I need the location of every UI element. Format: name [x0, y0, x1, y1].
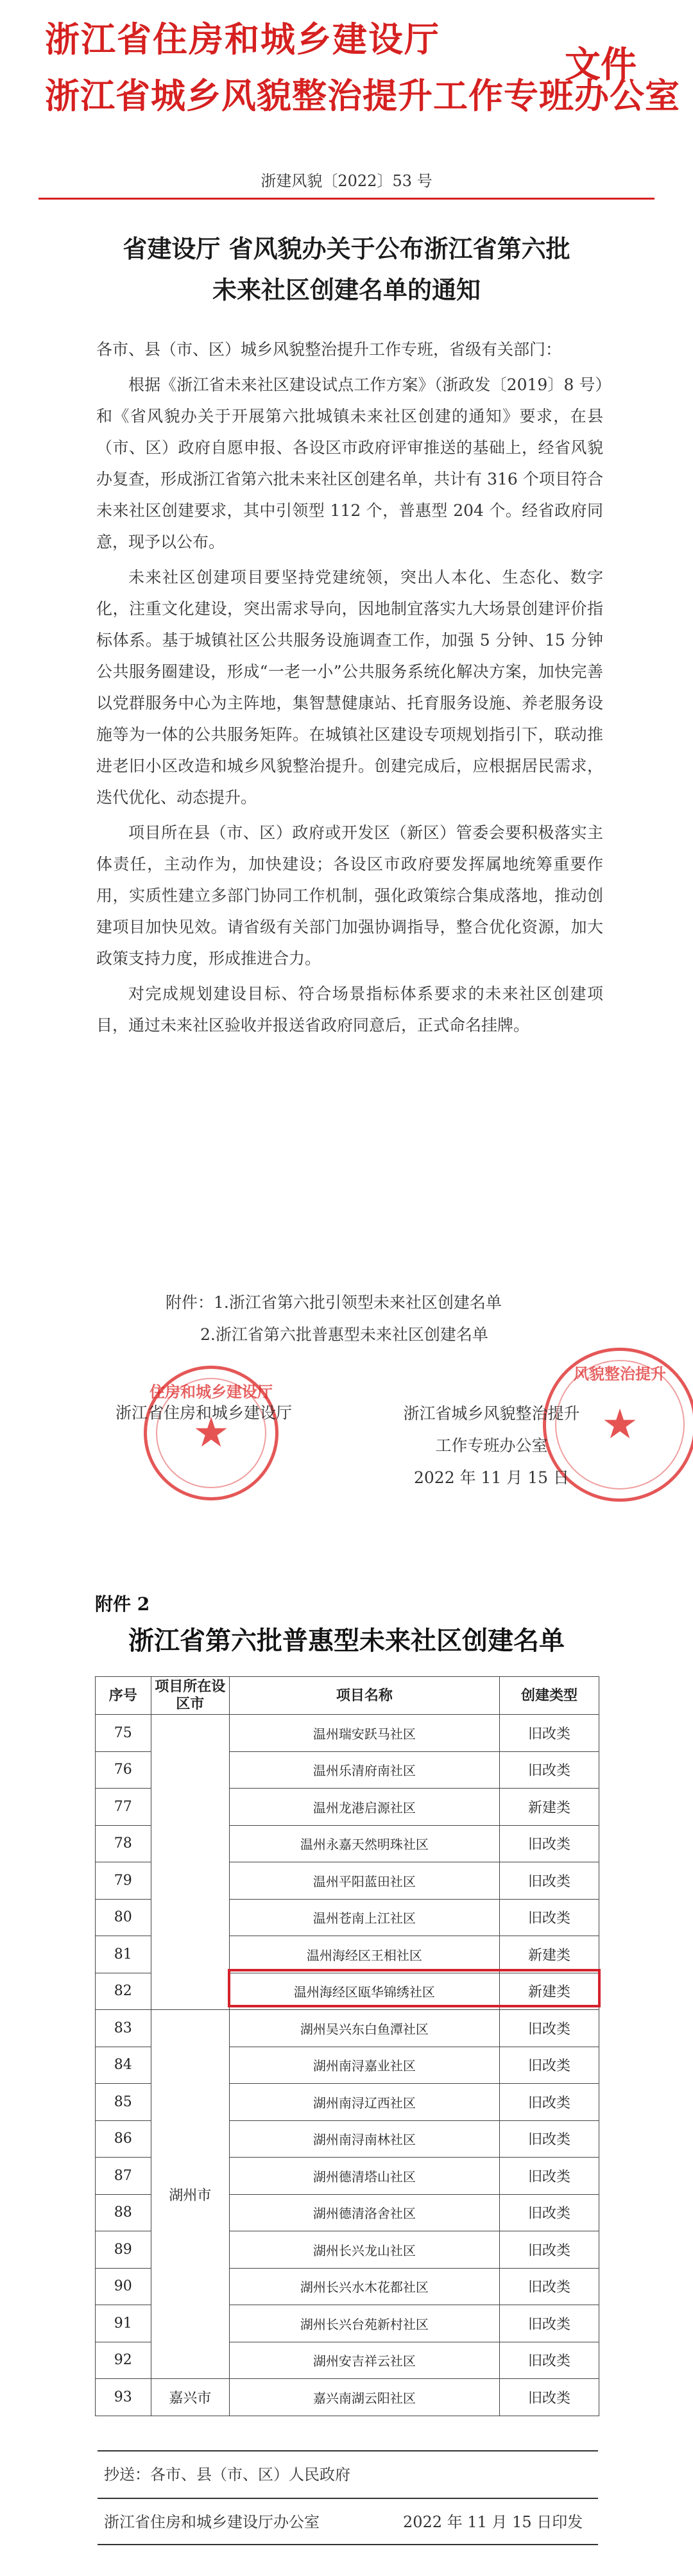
header-project: 项目名称: [229, 1677, 499, 1715]
row-type: 旧改类: [499, 1825, 599, 1862]
issuer-name-line1: 浙江省住房和城乡建设厅: [45, 19, 440, 60]
row-no: 83: [96, 2010, 151, 2047]
row-no: 87: [96, 2158, 151, 2195]
row-type: 旧改类: [499, 1751, 599, 1789]
row-no: 91: [96, 2305, 151, 2342]
row-project-name: 湖州长兴台苑新村社区: [229, 2305, 499, 2342]
signature-date: 2022 年 11 月 15 日: [414, 1468, 569, 1487]
issue-date: 2022 年 11 月 15 日印发: [403, 2513, 583, 2531]
paragraph-3: 项目所在县（市、区）政府或开发区（新区）管委会要积极落实主体责任，主动作为，加快建设；各设区市政府要发挥属地统筹重要作用，实质性建立多部门协同工作机制，强化政策综合集成落地，推动创建项目加快见效。请省级有关部门加强协调指导，整合优化资源，加大政策支持力度，形成推进合力。: [96, 823, 603, 968]
document-number: 浙建风貌〔2022〕53 号: [261, 172, 432, 190]
header-no: 序号: [96, 1677, 151, 1715]
row-no: 92: [96, 2342, 151, 2379]
title-line2: 未来社区创建名单的通知: [212, 275, 481, 304]
table-row: [96, 2379, 599, 2416]
row-type: 旧改类: [499, 2047, 599, 2084]
row-no: 85: [96, 2084, 151, 2121]
row-no: 76: [96, 1751, 151, 1789]
row-type: 旧改类: [499, 2231, 599, 2269]
header-type: 创建类型: [499, 1677, 599, 1715]
row-type: 新建类: [499, 1973, 599, 2010]
document-header: [45, 12, 680, 146]
row-project-name: 温州海经区王相社区: [229, 1936, 499, 1973]
document-title: [0, 228, 693, 311]
attachment-list: [166, 1287, 502, 1351]
row-project-name: 湖州吴兴东白鱼潭社区: [229, 2010, 499, 2047]
row-project-name: 湖州德清洛舍社区: [229, 2194, 499, 2231]
row-no: 81: [96, 1936, 151, 1973]
row-project-name: 温州苍南上江社区: [229, 1899, 499, 1936]
row-project-name: 湖州南浔嘉业社区: [229, 2047, 499, 2084]
row-project-name: 湖州南浔南林社区: [229, 2120, 499, 2158]
row-type: 旧改类: [499, 1715, 599, 1752]
city-cell-jiaxing: 嘉兴市: [151, 2379, 229, 2416]
row-project-name: 湖州长兴水木花都社区: [229, 2268, 499, 2305]
row-type: 旧改类: [499, 2342, 599, 2379]
row-type: 旧改类: [499, 2010, 599, 2047]
row-no: 86: [96, 2120, 151, 2158]
row-type: 旧改类: [499, 1899, 599, 1936]
row-no: 75: [96, 1715, 151, 1752]
row-no: 82: [96, 1973, 151, 2010]
row-project-name: 湖州安吉祥云社区: [229, 2342, 499, 2379]
annex-title: 浙江省第六批普惠型未来社区创建名单: [128, 1626, 565, 1656]
signature-right-line2: 工作专班办公室: [435, 1436, 548, 1455]
row-project-name: 嘉兴南湖云阳社区: [229, 2379, 499, 2416]
footer-divider-middle: [98, 2498, 598, 2499]
row-type: 旧改类: [499, 2120, 599, 2158]
row-no: 88: [96, 2194, 151, 2231]
row-project-name: 湖州德清塔山社区: [229, 2158, 499, 2195]
issuer-name-line2: 浙江省城乡风貌整治提升工作专班办公室: [45, 75, 680, 116]
table-header-row: [96, 1677, 599, 1715]
community-list-table: [95, 1676, 599, 2416]
row-type: 旧改类: [499, 2194, 599, 2231]
footer-divider-top: [98, 2450, 598, 2451]
row-no: 90: [96, 2268, 151, 2305]
issuing-office: 浙江省住房和城乡建设厅办公室: [104, 2513, 320, 2531]
seal-left-text: 住房和城乡建设厅: [150, 1382, 273, 1401]
row-type: 旧改类: [499, 2305, 599, 2342]
row-no: 79: [96, 1862, 151, 1900]
paragraph-1: 根据《浙江省未来社区建设试点工作方案》（浙政发〔2019〕8 号）和《省风貌办关于开展第六批城镇未来社区创建的通知》要求，在县（市、区）政府自愿申报、各设区市政府评审推送的基础上，经省风貌办复查，形成浙江省第六批未来社区创建名单，共计有 316 个项目符合未来社区创建要求，其中引领型 112 个，普惠型 204 个。经省政府同意，现予以公布。: [96, 375, 603, 551]
row-type: 新建类: [499, 1936, 599, 1973]
table-row: [96, 2010, 599, 2047]
row-project-name: 温州海经区瓯华锦绣社区: [229, 1973, 499, 2010]
seal-right-text: 风貌整治提升: [574, 1364, 666, 1383]
row-type: 新建类: [499, 1789, 599, 1826]
attachment-item-1: 附件：1.浙江省第六批引领型未来社区创建名单: [166, 1293, 502, 1312]
header-city: 项目所在设区市: [151, 1677, 229, 1715]
row-type: 旧改类: [499, 1862, 599, 1900]
row-no: 84: [96, 2047, 151, 2084]
city-cell-huzhou: 湖州市: [151, 2010, 229, 2379]
document-word: 文件: [565, 44, 637, 86]
copy-to: 抄送：各市、县（市、区）人民政府: [104, 2466, 350, 2484]
attachment-item-2: 2.浙江省第六批普惠型未来社区创建名单: [200, 1325, 488, 1344]
signature-left: 浙江省住房和城乡建设厅: [116, 1404, 293, 1422]
row-type: 旧改类: [499, 2158, 599, 2195]
official-seal-left: [144, 1366, 278, 1500]
document-body: [96, 334, 603, 1045]
highlight-box: [228, 1969, 601, 2007]
row-type: 旧改类: [499, 2268, 599, 2305]
header-divider: [38, 198, 654, 200]
paragraph-2: 未来社区创建项目要坚持党建统领，突出人本化、生态化、数字化，注重文化建设，突出需求导向，因地制宜落实九大场景创建评价指标体系。基于城镇社区公共服务设施调查工作，加强 5 分钟、15 分钟公共服务圈建设，形成“一老一小”公共服务系统化解决方案，加快完善以党群服务中心为主阵地，集智慧健康站、托育服务设施、养老服务设施等为一体的公共服务矩阵。在城镇社区建设专项规划指引下，联动推进老旧小区改造和城乡风貌整治提升。创建完成后，应根据居民需求，迭代优化、动态提升。: [96, 568, 603, 807]
row-no: 77: [96, 1789, 151, 1826]
paragraph-4: 对完成规划建设目标、符合场景指标体系要求的未来社区创建项目，通过未来社区验收并报送省政府同意后，正式命名挂牌。: [96, 984, 603, 1035]
star-icon: ★: [193, 1409, 230, 1457]
row-no: 80: [96, 1899, 151, 1936]
signature-right: [376, 1398, 607, 1494]
row-no: 89: [96, 2231, 151, 2269]
title-line1: 省建设厅 省风貌办关于公布浙江省第六批: [123, 234, 570, 263]
salutation: 各市、县（市、区）城乡风貌整治提升工作专班，省级有关部门：: [96, 340, 562, 359]
row-project-name: 温州乐清府南社区: [229, 1751, 499, 1789]
row-project-name: 温州瑞安跃马社区: [229, 1715, 499, 1752]
table-row: [96, 1715, 599, 1752]
row-type: 旧改类: [499, 2379, 599, 2416]
row-type: 旧改类: [499, 2084, 599, 2121]
row-project-name: 湖州长兴龙山社区: [229, 2231, 499, 2269]
star-icon: ★: [601, 1401, 638, 1448]
row-project-name: 温州龙港启源社区: [229, 1789, 499, 1826]
row-project-name: 温州平阳蓝田社区: [229, 1862, 499, 1900]
row-no: 93: [96, 2379, 151, 2416]
annex-label: 附件 2: [95, 1593, 150, 1615]
row-project-name: 湖州南浔辽西社区: [229, 2084, 499, 2121]
row-project-name: 温州永嘉天然明珠社区: [229, 1825, 499, 1862]
signature-right-line1: 浙江省城乡风貌整治提升: [403, 1404, 580, 1423]
row-no: 78: [96, 1825, 151, 1862]
city-cell-wenzhou: [151, 1715, 229, 2010]
footer-divider-bottom: [98, 2544, 598, 2545]
